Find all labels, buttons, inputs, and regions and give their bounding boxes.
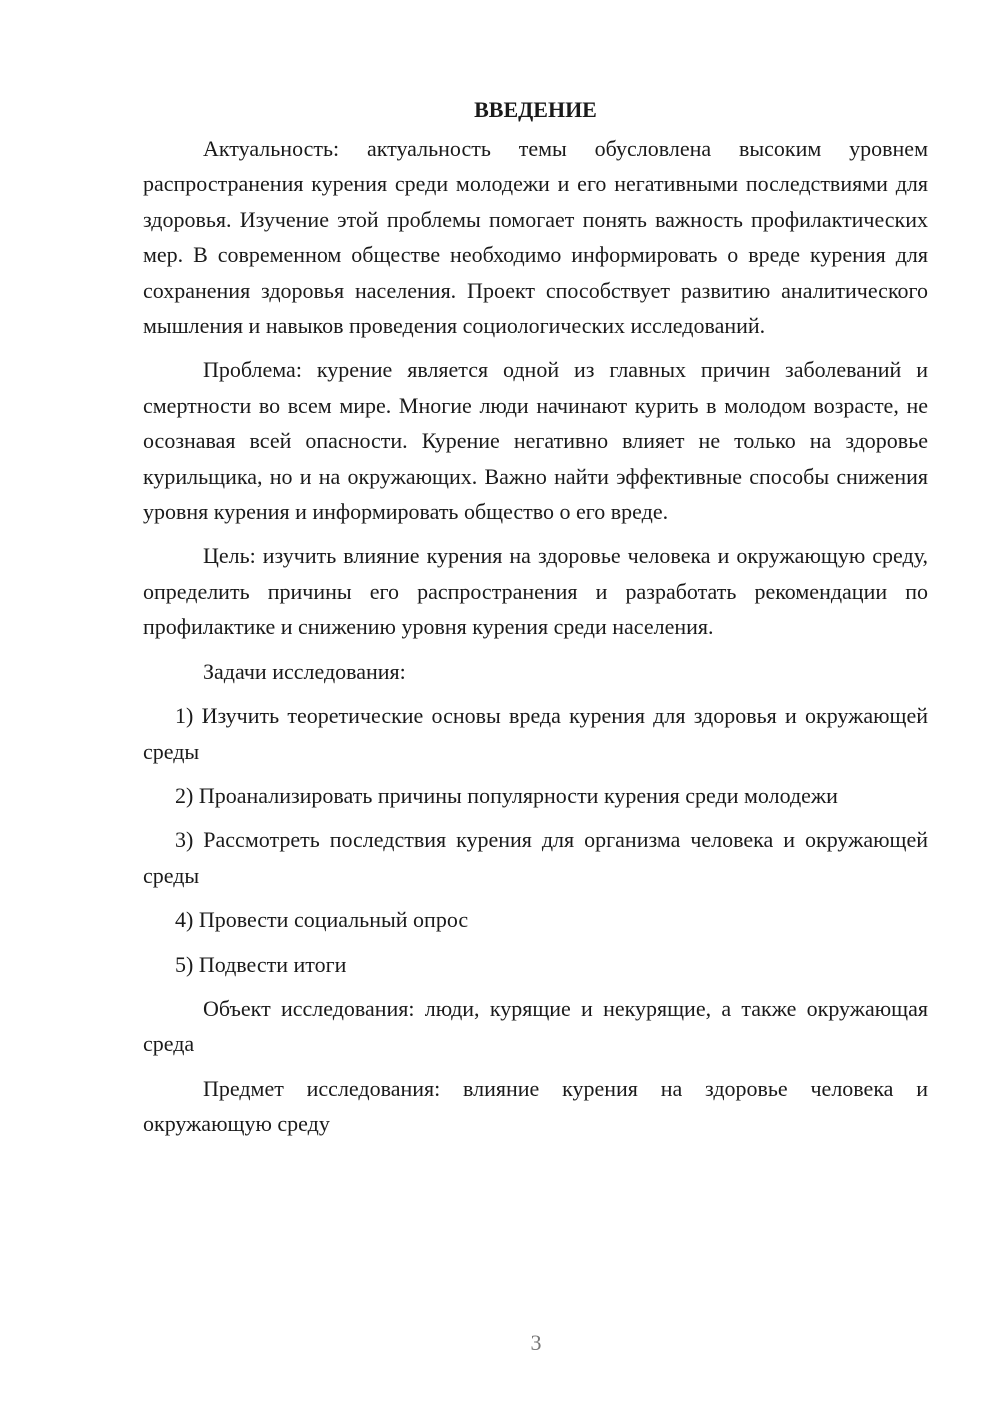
document-page — [143, 92, 928, 1151]
tasks-heading: Задачи исследования: — [203, 658, 406, 684]
paragraph-object: Объект исследования: люди, курящие и некурящие, а также окружающая среда — [143, 995, 928, 1057]
paragraph-relevance: Актуальность: актуальность темы обусловлена высоким уровнем распространения курения среди молодежи и его негативными последствиями для здоровья. Изучение этой проблемы помогает понять важность профилактических мер. В современном обществе необходимо информировать о вреде курения для сохранения здоровья населения. Проект способствует развитию аналитического мышления и навыков проведения социологических исследований. — [143, 136, 928, 339]
paragraph-goal: Цель: изучить влияние курения на здоровье человека и окружающую среду, определить причины его распространения и разработать рекомендации по профилактике и снижению уровня курения среди населения. — [143, 543, 928, 640]
paragraph-problem: Проблема: курение является одной из главных причин заболеваний и смертности во всем мире. Многие люди начинают курить в молодом возрасте, не осознавая всей опасности. Курение негативно влияет не только на здоровье курильщика, но и на окружающих. Важно найти эффективные способы снижения уровня курения и информировать общество о его вреде. — [143, 357, 928, 525]
task-item-4: 4) Провести социальный опрос — [175, 907, 469, 933]
task-item-3: 3) Рассмотреть последствия курения для организма человека и окружающей среды — [143, 827, 928, 888]
task-item-5: 5) Подвести итоги — [175, 951, 347, 977]
task-item-1: 1) Изучить теоретические основы вреда курения для здоровья и окружающей среды — [143, 703, 928, 764]
paragraph-subject: Предмет исследования: влияние курения на здоровье человека и окружающую среду — [143, 1075, 928, 1137]
page-number: 3 — [530, 1330, 542, 1355]
document-title: ВВЕДЕНИЕ — [474, 97, 597, 122]
task-item-2: 2) Проанализировать причины популярности курения среди молодежи — [175, 782, 838, 808]
